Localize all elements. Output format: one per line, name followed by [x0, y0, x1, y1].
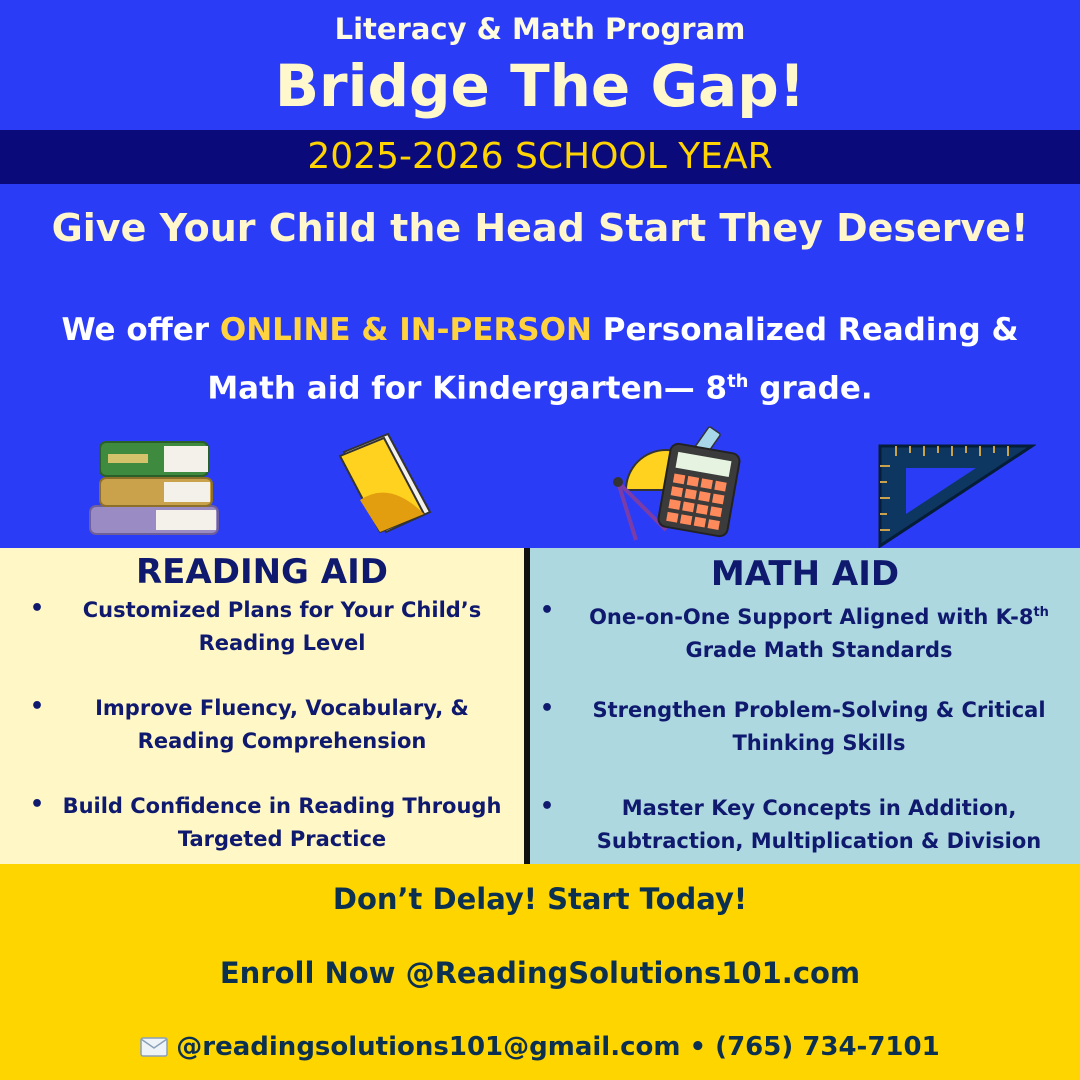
books-stack-icon — [86, 434, 226, 544]
bullet-icon: • — [30, 694, 45, 719]
header — [0, 0, 1080, 130]
math-item-1-main: One-on-One Support Aligned with K-8 — [589, 605, 1034, 629]
math-item-2: Strengthen Problem-Solving & Critical Thinking Skills — [592, 698, 1046, 755]
school-year-text: 2025-2026 SCHOOL YEAR — [307, 136, 773, 177]
bullet-icon: • — [30, 792, 45, 817]
tagline: Give Your Child the Head Start They Deserve! — [51, 206, 1029, 250]
reading-aid-title: READING AID — [136, 552, 388, 592]
math-aid-panel — [530, 548, 1080, 864]
math-aid-title: MATH AID — [710, 554, 900, 594]
page-title: Bridge The Gap! — [274, 52, 806, 120]
program-label: Literacy & Math Program — [334, 12, 746, 46]
math-item-3: Master Key Concepts in Addition, Subtraction, Multiplication & Division — [596, 796, 1042, 853]
set-square-icon — [876, 442, 1036, 550]
bullet-icon: • — [540, 598, 555, 623]
offer-suffix: grade. — [748, 370, 873, 407]
school-year-banner — [0, 130, 1080, 184]
reading-aid-panel — [0, 548, 524, 864]
offer-middle: Personalized Reading & Math aid for Kindergarten— 8 — [207, 312, 1019, 407]
reading-item-2: Improve Fluency, Vocabulary, & Reading Comprehension — [95, 696, 469, 753]
math-item-1 — [564, 596, 1074, 667]
calculator-compass-icon — [606, 420, 746, 550]
offer-text — [20, 304, 1060, 414]
bullet-icon: • — [30, 596, 45, 621]
call-to-action: Don’t Delay! Start Today! — [332, 882, 748, 916]
footer — [0, 864, 1080, 1080]
bullet-icon: • — [540, 794, 555, 819]
math-item-1-sup: th — [1033, 605, 1049, 620]
offer-highlight: ONLINE & IN-PERSON — [219, 312, 592, 348]
math-item-1-rest: Grade Math Standards — [685, 638, 953, 662]
offer-prefix: We offer — [61, 312, 220, 348]
offer-sup: th — [727, 371, 749, 392]
contact-text[interactable]: @readingsolutions101@gmail.com • (765) 734-7101 — [176, 1032, 940, 1062]
envelope-icon — [140, 1037, 168, 1057]
bullet-icon: • — [540, 696, 555, 721]
reading-item-3: Build Confidence in Reading Through Targeted Practice — [62, 794, 502, 851]
intro-section — [0, 184, 1080, 548]
reading-item-1: Customized Plans for Your Child’s Reading Level — [82, 598, 482, 655]
contact-info — [0, 1032, 1080, 1062]
notebook-icon — [330, 430, 440, 540]
enroll-link[interactable]: Enroll Now @ReadingSolutions101.com — [219, 956, 861, 990]
